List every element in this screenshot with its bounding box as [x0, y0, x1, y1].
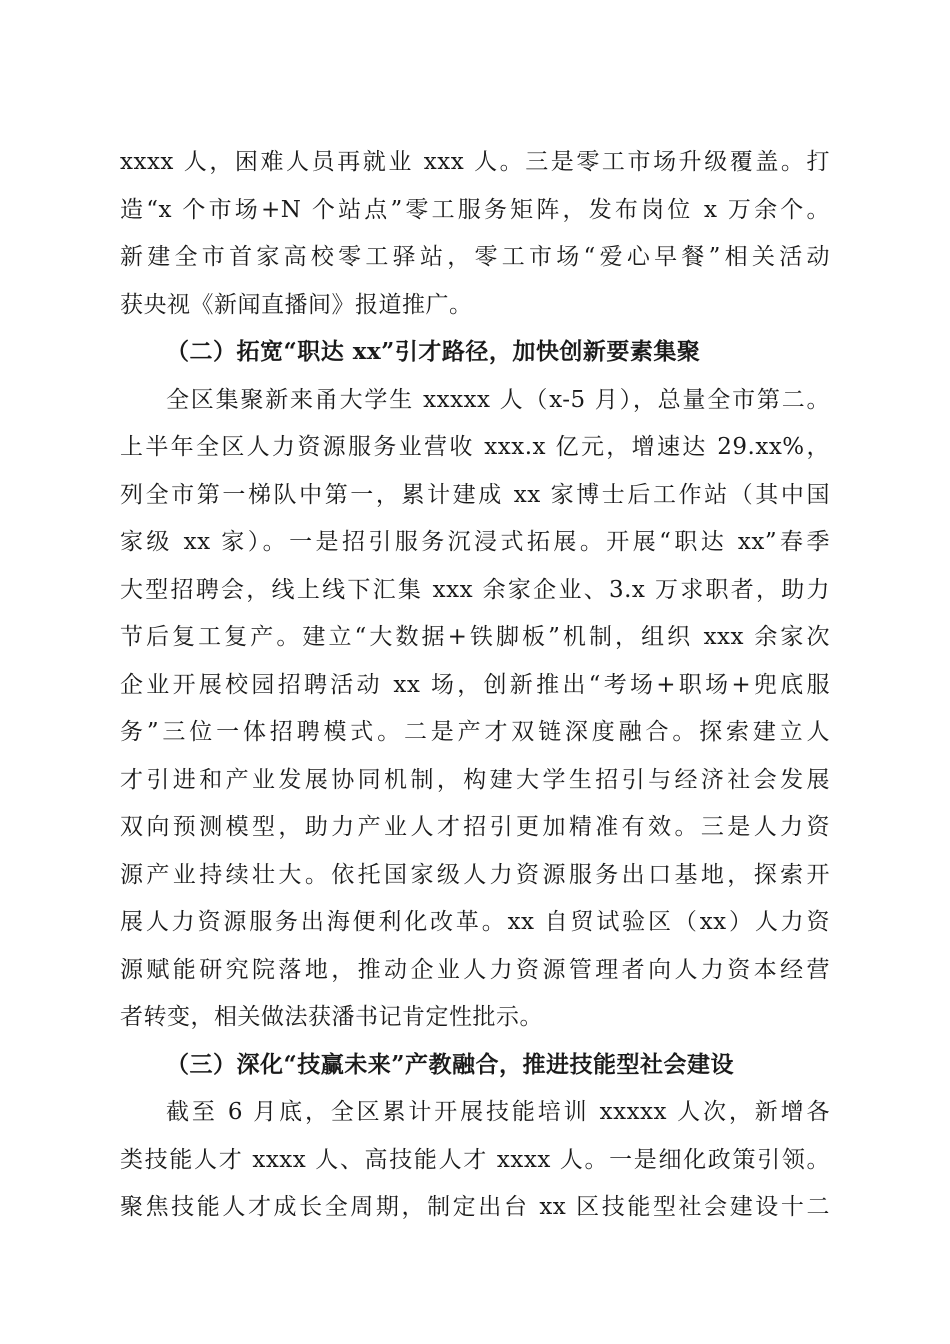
text-line: 源产业持续壮大。依托国家级人力资源服务出口基地，探索开 — [120, 862, 830, 888]
text-line: 节后复工复产。建立“大数据+铁脚板”机制，组织 xxx 余家次 — [120, 624, 830, 650]
text-line: 类技能人才 xxxx 人、高技能人才 xxxx 人。一是细化政策引领。 — [120, 1147, 830, 1173]
text-line: 双向预测模型，助力产业人才招引更加精准有效。三是人力资 — [120, 814, 830, 840]
text-line: xxxx 人，困难人员再就业 xxx 人。三是零工市场升级覆盖。打 — [120, 149, 830, 175]
text-line: 聚焦技能人才成长全周期，制定出台 xx 区技能型社会建设十二 — [120, 1194, 830, 1220]
section-heading-3: （三）深化“技赢未来”产教融合，推进技能型社会建设 — [166, 1051, 734, 1078]
text-line: 上半年全区人力资源服务业营收 xxx.x 亿元，增速达 29.xx%， — [120, 434, 830, 460]
section-heading-2: （二）拓宽“职达 xx”引才路径，加快创新要素集聚 — [166, 338, 701, 365]
text-line: 者转变，相关做法获潘书记肯定性批示。 — [120, 1004, 543, 1030]
text-line: 才引进和产业发展协同机制，构建大学生招引与经济社会发展 — [120, 767, 830, 793]
text-line: 大型招聘会，线上线下汇集 xxx 余家企业、3.x 万求职者，助力 — [120, 577, 830, 603]
text-line: 企业开展校园招聘活动 xx 场，创新推出“考场+职场+兜底服 — [120, 672, 830, 698]
text-line: 造“x 个市场+N 个站点”零工服务矩阵，发布岗位 x 万余个。 — [120, 197, 830, 223]
text-line: 获央视《新闻直播间》报道推广。 — [120, 292, 473, 318]
text-line: 列全市第一梯队中第一，累计建成 xx 家博士后工作站（其中国 — [120, 482, 830, 508]
text-line: 新建全市首家高校零工驿站，零工市场“爱心早餐”相关活动 — [120, 244, 830, 270]
text-line: 全区集聚新来甬大学生 xxxxx 人（x-5 月），总量全市第二。 — [166, 387, 830, 413]
text-line: 家级 xx 家）。一是招引服务沉浸式拓展。开展“职达 xx”春季 — [120, 529, 830, 555]
text-line: 展人力资源服务出海便利化改革。xx 自贸试验区（xx）人力资 — [120, 909, 830, 935]
text-line: 截至 6 月底，全区累计开展技能培训 xxxxx 人次，新增各 — [166, 1099, 830, 1125]
text-line: 务”三位一体招聘模式。二是产才双链深度融合。探索建立人 — [120, 719, 830, 745]
text-line: 源赋能研究院落地，推动企业人力资源管理者向人力资本经营 — [120, 957, 830, 983]
